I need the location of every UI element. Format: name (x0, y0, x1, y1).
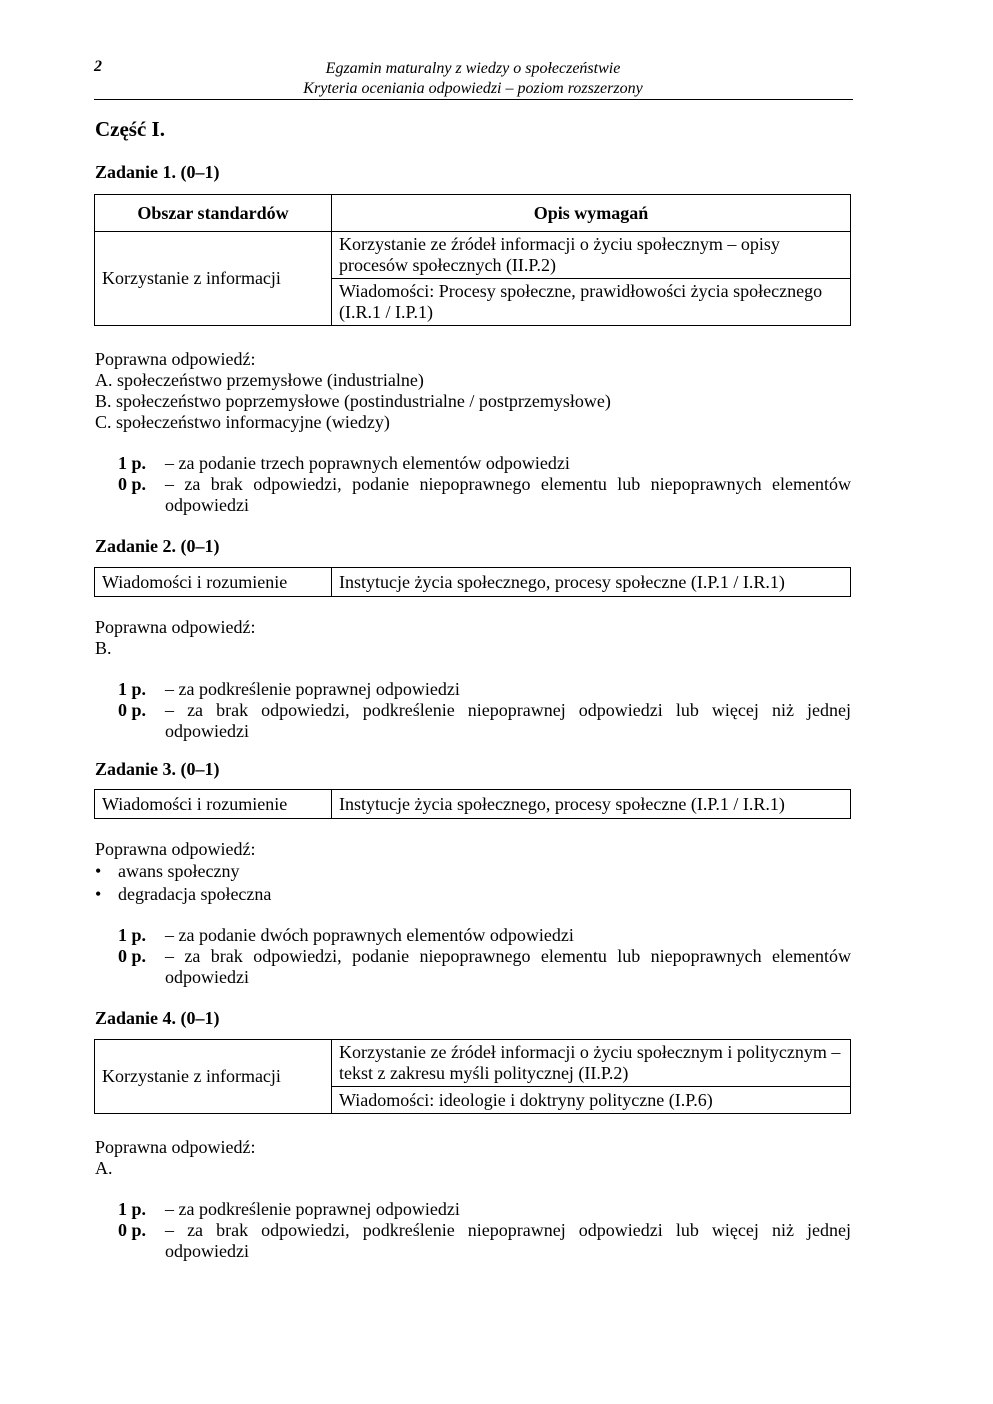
task-2-scoring (118, 679, 851, 742)
table-cell-requirement: Korzystanie ze źródeł informacji o życiu społecznym – opisy procesów społecznych (II.P.2) (332, 232, 851, 279)
running-header (94, 59, 852, 99)
scoring-row (118, 925, 851, 946)
answer-line: B. społeczeństwo poprzemysłowe (postindustrialne / postprzemysłowe) (95, 391, 611, 411)
scoring-row (118, 679, 851, 700)
task-3-answer (95, 839, 851, 905)
scoring-row (118, 700, 851, 742)
task-4-requirements-table (94, 1039, 851, 1114)
table-cell-area: Wiadomości i rozumienie (95, 790, 332, 819)
header-criteria-title: Kryteria oceniania odpowiedzi – poziom rozszerzony (303, 80, 643, 97)
part-title: Część I. (95, 117, 165, 141)
task-1-answer (95, 349, 851, 433)
task-1-title: Zadanie 1. (0–1) (95, 162, 220, 182)
table-cell-requirement: Wiadomości: Procesy społeczne, prawidłowości życia społecznego (I.R.1 / I.P.1) (332, 279, 851, 326)
answer-label: Poprawna odpowiedź: (95, 349, 256, 369)
scoring-points: 0 p. (118, 700, 147, 720)
scoring-points: 0 p. (118, 474, 147, 494)
scoring-points: 1 p. (118, 679, 147, 699)
table-cell-requirement: Instytucje życia społecznego, procesy społeczne (I.P.1 / I.R.1) (332, 790, 851, 819)
table-cell-requirement: Korzystanie ze źródeł informacji o życiu społecznym i politycznym – tekst z zakresu myśli politycznej (II.P.2) (332, 1040, 851, 1087)
scoring-points: 1 p. (118, 453, 147, 473)
scoring-description: – za podkreślenie poprawnej odpowiedzi (165, 679, 460, 699)
list-item-text: awans społeczny (118, 861, 240, 881)
task-1-requirements-table (94, 194, 851, 326)
task-3-scoring (118, 925, 851, 988)
answer-label: Poprawna odpowiedź: (95, 1137, 256, 1157)
answer-line: A. społeczeństwo przemysłowe (industrialne) (95, 370, 424, 390)
task-3-requirements-table (94, 789, 851, 819)
table-cell-area: Korzystanie z informacji (95, 1040, 332, 1114)
scoring-description: – za brak odpowiedzi, podkreślenie niepoprawnej odpowiedzi lub więcej niż jednej odpowiedzi (165, 1220, 851, 1261)
table-cell-area: Korzystanie z informacji (95, 232, 332, 326)
answer-line: C. społeczeństwo informacyjne (wiedzy) (95, 412, 390, 432)
task-1-scoring (118, 453, 851, 516)
list-item (95, 861, 851, 882)
answer-line: A. (95, 1158, 113, 1178)
task-4-title: Zadanie 4. (0–1) (95, 1008, 220, 1028)
bullet-icon: • (95, 861, 102, 881)
table-cell-area: Wiadomości i rozumienie (95, 568, 332, 597)
list-item (95, 884, 851, 905)
table-header-description: Opis wymagań (332, 195, 851, 232)
scoring-points: 0 p. (118, 1220, 147, 1240)
task-2-answer (95, 617, 851, 659)
answer-label: Poprawna odpowiedź: (95, 617, 256, 637)
scoring-description: – za brak odpowiedzi, podanie niepoprawnego elementu lub niepoprawnych elementów odpowiedzi (165, 946, 851, 987)
task-4-answer (95, 1137, 851, 1179)
scoring-points: 1 p. (118, 1199, 147, 1219)
page-number: 2 (94, 58, 102, 75)
scoring-description: – za brak odpowiedzi, podanie niepoprawnego elementu lub niepoprawnych elementów odpowiedzi (165, 474, 851, 515)
scoring-description: – za podanie trzech poprawnych elementów odpowiedzi (165, 453, 570, 473)
scoring-points: 1 p. (118, 925, 147, 945)
scoring-row (118, 1199, 851, 1220)
bullet-icon: • (95, 884, 102, 904)
scoring-row (118, 1220, 851, 1262)
header-rule (94, 99, 853, 100)
scoring-description: – za podkreślenie poprawnej odpowiedzi (165, 1199, 460, 1219)
table-cell-requirement: Wiadomości: ideologie i doktryny polityczne (I.P.6) (332, 1087, 851, 1114)
task-4-scoring (118, 1199, 851, 1262)
task-2-title: Zadanie 2. (0–1) (95, 536, 220, 556)
table-cell-requirement: Instytucje życia społecznego, procesy społeczne (I.P.1 / I.R.1) (332, 568, 851, 597)
table-header-area: Obszar standardów (95, 195, 332, 232)
header-exam-title: Egzamin maturalny z wiedzy o społeczeństwie (325, 60, 621, 77)
scoring-description: – za brak odpowiedzi, podkreślenie niepoprawnej odpowiedzi lub więcej niż jednej odpowiedzi (165, 700, 851, 741)
answer-line: B. (95, 638, 112, 658)
scoring-row (118, 946, 851, 988)
scoring-points: 0 p. (118, 946, 147, 966)
scoring-row (118, 474, 851, 516)
task-2-requirements-table (94, 567, 851, 597)
scoring-row (118, 453, 851, 474)
answer-label: Poprawna odpowiedź: (95, 839, 256, 859)
scoring-description: – za podanie dwóch poprawnych elementów odpowiedzi (165, 925, 574, 945)
list-item-text: degradacja społeczna (118, 884, 272, 904)
task-3-title: Zadanie 3. (0–1) (95, 759, 220, 779)
